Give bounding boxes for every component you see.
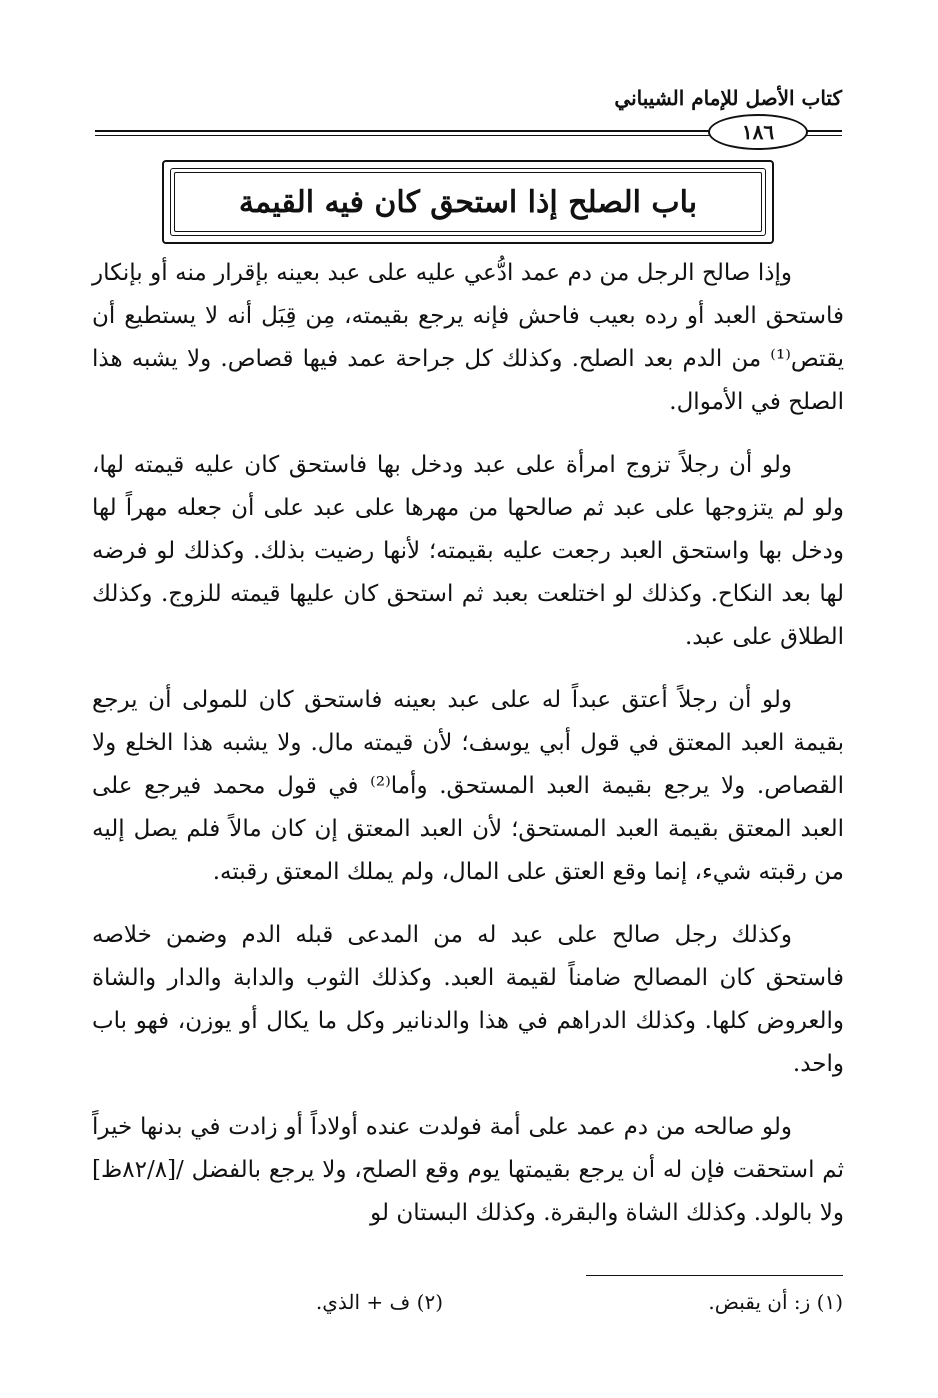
paragraph: وإذا صالح الرجل من دم عمد ادُّعي عليه على عبد بعينه بإقرار منه أو بإنكار فاستحق العبد أو رده بعيب فاحش فإنه يرجع بقيمته، مِن قِبَل أنه لا يستطيع أن يقتص⁽¹⁾ من الدم بعد الصلح. وكذلك كل جراحة عمد فيها قصاص. ولا يشبه هذا الصلح في الأموال. bbox=[92, 260, 844, 415]
chapter-title: باب الصلح إذا استحق كان فيه القيمة bbox=[238, 184, 698, 220]
paragraph: ولو أن رجلاً أعتق عبداً له على عبد بعينه فاستحق كان للمولى أن يرجع بقيمة العبد المعتق في قول أبي يوسف؛ لأن قيمته مال. ولا يشبه هذا الخلع ولا القصاص. ولا يرجع بقيمة العبد المستحق. وأما⁽²⁾ في قول محمد فيرجع على العبد المعتق بقيمة العبد المستحق؛ لأن العبد المعتق إن كان مالاً فلم يصل إليه من رقبته شيء، إنما وقع العتق على المال، ولم يملك المعتق رقبته. bbox=[92, 687, 844, 885]
body-text bbox=[92, 252, 844, 1235]
footnote-1: (١) ز: أن يقبض. bbox=[708, 1290, 843, 1314]
paragraph: ولو أن رجلاً تزوج امرأة على عبد ودخل بها فاستحق كان عليه قيمته لها، ولو لم يتزوجها على عبد ثم صالحها من مهرها على عبد على أن جعله مهراً لها ودخل بها واستحق العبد رجعت عليه بقيمته؛ لأنها رضيت بذلك. وكذلك لو فرضه لها بعد النكاح. وكذلك لو اختلعت بعبد ثم استحق كان عليها قيمته للزوج. وكذلك الطلاق على عبد. bbox=[92, 452, 844, 650]
running-title: كتاب الأصل للإمام الشيباني bbox=[614, 86, 842, 110]
paragraph: ولو صالحه من دم عمد على أمة فولدت عنده أولاداً أو زادت في بدنها خيراً ثم استحقت فإن له أن يرجع بقيمتها يوم وقع الصلح، ولا يرجع بالفضل /[٨٢/٨ظ] ولا بالولد. وكذلك الشاة والبقرة. وكذلك البستان لو bbox=[92, 1114, 844, 1226]
page-number-badge: ١٨٦ bbox=[708, 114, 808, 150]
footnote-rule bbox=[586, 1275, 843, 1276]
footnotes bbox=[150, 1290, 843, 1314]
paragraph: وكذلك رجل صالح على عبد له من المدعى قبله الدم وضمن خلاصه فاستحق كان المصالح ضامناً لقيمة العبد. وكذلك الثوب والدابة والدار والشاة والعروض كلها. وكذلك الدراهم في هذا والدنانير وكل ما يكال أو يوزن، فهو باب واحد. bbox=[92, 922, 844, 1077]
chapter-title-frame bbox=[162, 160, 774, 244]
footnote-2: (٢) ف + الذي. bbox=[315, 1290, 443, 1314]
